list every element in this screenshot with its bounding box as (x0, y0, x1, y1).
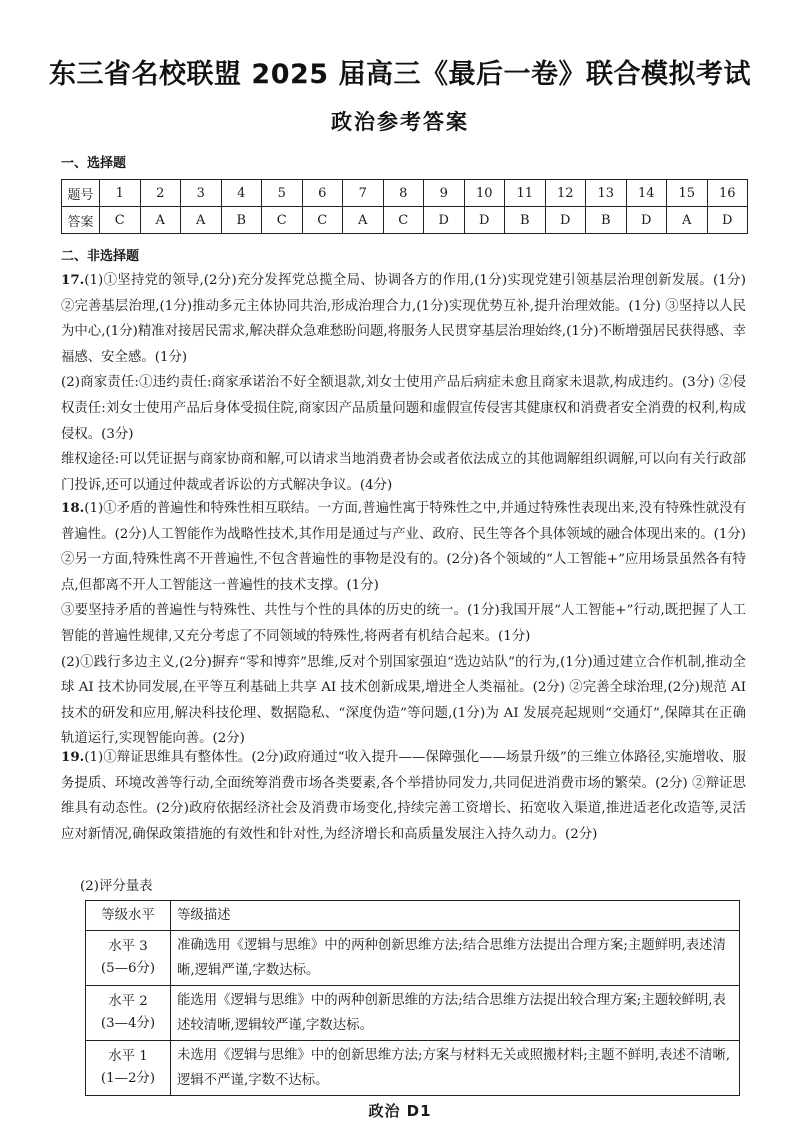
answer-cell: D (707, 207, 748, 234)
answer-cell: A (343, 207, 384, 234)
page-subtitle: 政治参考答案 (331, 110, 469, 134)
question-number-17: 17. (61, 272, 85, 288)
answer-cell: D (424, 207, 465, 234)
rubric-desc: 未选用《逻辑与思维》中的创新思维方法;方案与材料无关或照搬材料;主题不鲜明,表述不清晰,逻辑不严谨,字数不达标。 (171, 1041, 740, 1096)
question-18 (61, 496, 746, 752)
q17-para-1: 17.(1)①坚持党的领导,(2分)充分发挥党总揽全局、协调各方的作用,(1分)实现党建引领基层治理创新发展。(1分) ②完善基层治理,(1分)推动多元主体协同共治,形成治理合力,(1分)实现优势互补,提升治理效能。(1分) ③坚持以人民为中心,(1分)精准对接居民需求,解决群众急难愁盼问题,将服务人民贯穿基层治理始终,(1分)不断增强居民获得感、幸福感、安全感。(1分) (61, 272, 746, 365)
rubric-level: 水平 2 (3—4分) (86, 986, 171, 1041)
answer-cell: A (667, 207, 708, 234)
table-row-numbers (62, 180, 748, 207)
table-row (86, 901, 740, 931)
question-19 (61, 745, 746, 847)
rubric-label: (2)评分量表 (80, 879, 153, 894)
answer-cell: A (181, 207, 222, 234)
rubric-level: 水平 3 (5—6分) (86, 931, 171, 986)
question-number: 5 (262, 180, 303, 207)
question-number-19: 19. (61, 749, 85, 765)
section-title-non-choice: 二、非选择题 (61, 249, 140, 264)
rubric-desc: 能选用《逻辑与思维》中的两种创新思维的方法;结合思维方法提出较合理方案;主题较鲜明,表述较清晰,逻辑较严谨,字数达标。 (171, 986, 740, 1041)
question-number: 14 (626, 180, 667, 207)
choice-answer-table (61, 179, 748, 234)
question-number: 4 (221, 180, 262, 207)
question-number: 7 (343, 180, 384, 207)
question-number: 11 (505, 180, 546, 207)
question-number: 1 (100, 180, 141, 207)
answer-cell: C (383, 207, 424, 234)
table-row (86, 1041, 740, 1096)
answer-cell: D (545, 207, 586, 234)
rubric-head-level: 等级水平 (86, 901, 171, 931)
rubric-level: 水平 1 (1—2分) (86, 1041, 171, 1096)
q18-para-2: ③要坚持矛盾的普遍性与特殊性、共性与个性的具体的历史的统一。(1分)我国开展“人工智能+”行动,既把握了人工智能的普遍性规律,又充分考虑了不同领域的特殊性,将两者有机结合起来。(1分) (61, 603, 746, 644)
row-label-answer: 答案 (62, 207, 100, 234)
question-number: 8 (383, 180, 424, 207)
answer-cell: A (140, 207, 181, 234)
question-number-18: 18. (61, 500, 85, 516)
table-row (86, 931, 740, 986)
question-number: 9 (424, 180, 465, 207)
page-footer: 政治 D1 (368, 1102, 432, 1120)
question-number: 13 (586, 180, 627, 207)
rubric-table (85, 900, 740, 1096)
question-number: 2 (140, 180, 181, 207)
answer-cell: C (302, 207, 343, 234)
question-number: 12 (545, 180, 586, 207)
answer-cell: B (505, 207, 546, 234)
answer-cell: C (262, 207, 303, 234)
q18-para-1: 18.(1)①矛盾的普遍性和特殊性相互联结。一方面,普遍性寓于特殊性之中,并通过特殊性表现出来,没有特殊性就没有普遍性。(2分)人工智能作为战略性技术,其作用是通过与产业、政府、民生等各个具体领域的融合体现出来的。(1分) ②另一方面,特殊性离不开普遍性,不包含普遍性的事物是没有的。(2分)各个领域的“人工智能+”应用场景虽然各有特点,但都离不开人工智能这一普遍性的技术支撑。(1分) (61, 500, 746, 593)
answer-cell: D (626, 207, 667, 234)
question-number: 6 (302, 180, 343, 207)
section-title-choice: 一、选择题 (61, 156, 127, 171)
rubric-head-desc: 等级描述 (171, 901, 740, 931)
rubric-desc: 准确选用《逻辑与思维》中的两种创新思维方法;结合思维方法提出合理方案;主题鲜明,表述清晰,逻辑严谨,字数达标。 (171, 931, 740, 986)
table-row-answers (62, 207, 748, 234)
answer-cell: B (586, 207, 627, 234)
answer-cell: D (464, 207, 505, 234)
q19-para-1: 19.(1)①辩证思维具有整体性。(2分)政府通过“收入提升——保障强化——场景升级”的三维立体路径,实施增收、服务提质、环境改善等行动,全面统筹消费市场各类要素,各个举措协同发力,共同促进消费市场的繁荣。(2分) ②辩证思维具有动态性。(2分)政府依据经济社会及消费市场变化,持续完善工资增长、拓宽收入渠道,推进适老化改造等,灵活应对新情况,确保政策措施的有效性和针对性,为经济增长和高质量发展注入持久动力。(2分) (61, 749, 746, 842)
question-number: 15 (667, 180, 708, 207)
page-title: 东三省名校联盟 2025 届高三《最后一卷》联合模拟考试 (49, 59, 751, 90)
question-number: 16 (707, 180, 748, 207)
q18-para-3: (2)①践行多边主义,(2分)摒弃“零和博弈”思维,反对个别国家强迫“选边站队”的行为,(1分)通过建立合作机制,推动全球 AI 技术协同发展,在平等互利基础上共享 AI 技术创新成果,增进全人类福祉。(2分) ②完善全球治理,(2分)规范 AI 技术的研发和应用,解决科技伦理、数据隐私、“深度伪造”等问题,(1分)为 AI 发展亮起规则“交通灯”,保障其在正确轨道运行,实现智能向善。(2分) (61, 654, 746, 747)
q17-para-2: (2)商家责任:①违约责任:商家承诺治不好全额退款,刘女士使用产品后病症未愈且商家未退款,构成违约。(3分) ②侵权责任:刘女士使用产品后身体受损住院,商家因产品质量问题和虚假宣传侵害其健康权和消费者安全消费的权利,构成侵权。(3分) (61, 375, 746, 442)
question-17 (61, 268, 746, 498)
table-row (86, 986, 740, 1041)
row-label-number: 题号 (62, 180, 100, 207)
answer-cell: B (221, 207, 262, 234)
answer-cell: C (100, 207, 141, 234)
q17-para-3: 维权途径:可以凭证据与商家协商和解,可以请求当地消费者协会或者依法成立的其他调解组织调解,可以向有关行政部门投诉,还可以通过仲裁或者诉讼的方式解决争议。(4分) (61, 452, 746, 493)
question-number: 3 (181, 180, 222, 207)
question-number: 10 (464, 180, 505, 207)
